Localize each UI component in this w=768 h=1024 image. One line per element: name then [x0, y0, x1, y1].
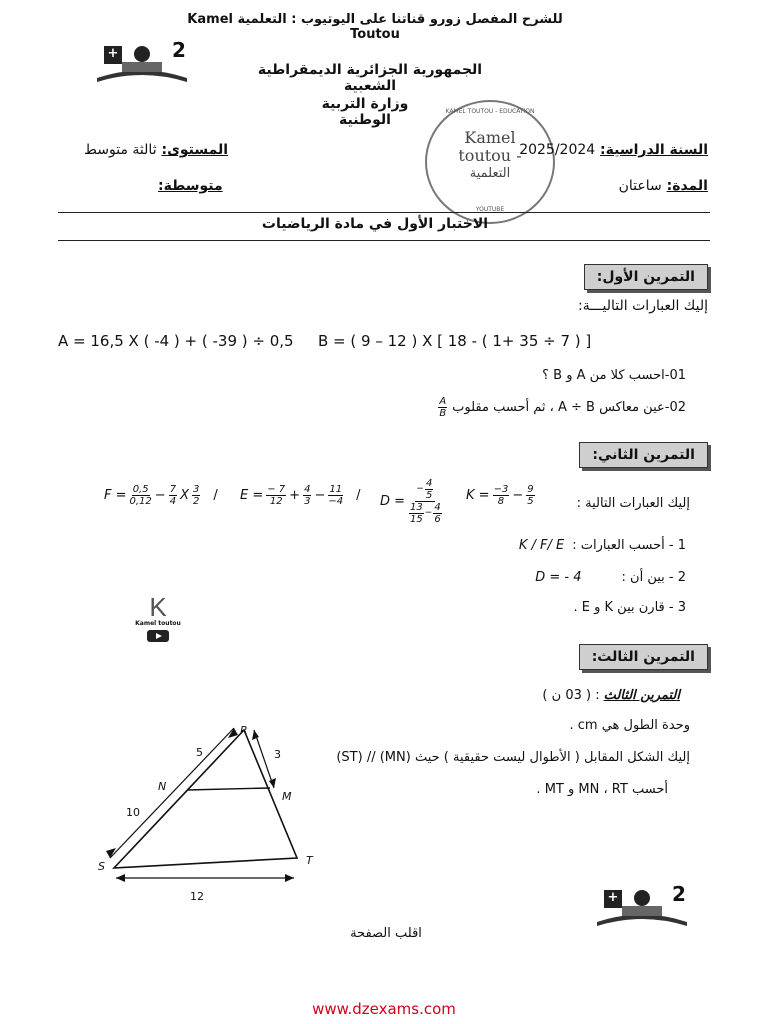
- logo-sign: +: [107, 46, 119, 61]
- exercise-3-header: [542, 688, 680, 703]
- k-den-1: 8: [497, 496, 505, 507]
- exercise-2-q3: 3 - قارن بين K و E .: [573, 600, 686, 615]
- exercise-2-q1: [519, 538, 686, 553]
- d-num-top: 4: [425, 478, 433, 489]
- exercise-2-title: التمرين الثاني:: [579, 442, 708, 468]
- exercise-3-points: : ( 03 ن ): [542, 688, 600, 703]
- d-den-top: 5: [425, 490, 433, 501]
- expression-b: B = ( 9 – 12 ) X [ 18 - ( 1+ 35 ÷ 7 ) ]: [318, 332, 592, 350]
- level-value: ثالثة متوسط: [84, 142, 157, 158]
- expression-k: K = $\frac{-3}{8}$ − $\frac{9}{5}$: [466, 484, 534, 507]
- school-logo: [92, 38, 192, 88]
- exercise-2-q2: [535, 570, 686, 585]
- label-n: N: [158, 780, 167, 793]
- d-num-bottom-2: 4: [434, 502, 441, 513]
- school-logo-bottom: [592, 882, 692, 932]
- duration-field: [619, 178, 708, 194]
- exercise-1-q2: [437, 396, 686, 419]
- footer-url[interactable]: www.dzexams.com: [312, 1000, 456, 1018]
- logo-sign-bottom: +: [607, 890, 619, 905]
- e-den-3: −4: [328, 496, 344, 507]
- turn-page-note: اقلب الصفحة: [350, 926, 422, 941]
- exercise-2-q1-math: K / F/ E: [518, 538, 565, 553]
- k-num-1: −3: [493, 484, 509, 495]
- channel-logo: [128, 594, 188, 646]
- f-den-2: 4: [169, 496, 177, 507]
- exercise-3-subtitle: التمرين الثالث: [603, 688, 680, 703]
- channel-stamp: [425, 100, 555, 224]
- duration-value: ساعتان: [618, 178, 662, 194]
- label-t: T: [306, 854, 313, 867]
- header-divider-bottom: [58, 240, 710, 241]
- k-den-2: 5: [527, 496, 534, 507]
- e-den-1: 12: [269, 496, 283, 507]
- exercise-1-title: التمرين الأول:: [584, 264, 708, 290]
- fraction-numerator: A: [439, 396, 447, 407]
- length-ns: 10: [126, 806, 140, 819]
- k-num-2: 9: [527, 484, 534, 495]
- ministry-title: وزارة التربية الوطنية: [321, 96, 409, 128]
- exercise-2-intro: إليك العبارات التالية :: [576, 496, 690, 511]
- exercise-2-q2-math: D = - 4: [535, 570, 582, 585]
- level-field: [84, 142, 228, 158]
- channel-name: Kamel toutou: [135, 620, 181, 627]
- level-label: المستوى:: [161, 142, 229, 158]
- stamp-line1: Kamel: [464, 128, 516, 147]
- duration-label: المدة:: [666, 178, 708, 194]
- expression-a: A = 16,5 X ( -4 ) + ( -39 ) ÷ 0,5: [58, 332, 294, 350]
- length-rn: 5: [196, 746, 203, 759]
- expression-d: D = − $\frac{4}{5}$ $\frac{13}{15}$ − $\frac{4}{6}$: [380, 478, 441, 525]
- d-den-bottom-2: 6: [434, 514, 441, 525]
- exercise-3-title: التمرين الثالث:: [579, 644, 708, 670]
- exercise-1-q2-text: 02-عين معاكس A ÷ B ، ثم أحسب مقلوب: [452, 400, 686, 415]
- exercise-3-ask: أحسب MN ، RT و MT .: [536, 782, 668, 797]
- a-over-b-fraction: [438, 396, 447, 419]
- e-num-2: 4: [304, 484, 311, 495]
- length-rm: 3: [274, 748, 281, 761]
- logo-digit: 2: [172, 38, 186, 62]
- exercise-1-intro: إليك العبارات التاليـــة:: [578, 298, 708, 314]
- logo-digit-bottom: 2: [672, 882, 686, 906]
- label-m: M: [282, 790, 292, 803]
- year-label: السنة الدراسية:: [600, 142, 708, 158]
- k-lhs: K =: [466, 488, 490, 503]
- exam-title: الاختبار الأول في مادة الرياضيات: [261, 216, 489, 232]
- e-lhs: E =: [240, 488, 264, 503]
- d-lhs: D =: [380, 494, 406, 509]
- exercise-2-q2-text: 2 - بين أن :: [621, 570, 686, 585]
- exercise-1-q1: 01-احسب كلا من A و B ؟: [542, 368, 686, 383]
- f-num-2: 7: [169, 484, 177, 495]
- f-den-1: 0,12: [129, 496, 152, 507]
- header-divider-top: [58, 212, 710, 213]
- d-num-bottom-1: 13: [410, 502, 423, 513]
- school-label: متوسطة:: [158, 178, 223, 194]
- length-st: 12: [190, 890, 204, 903]
- year-value: 2025/2024: [519, 142, 596, 158]
- year-field: [519, 142, 708, 158]
- label-s: S: [98, 860, 105, 873]
- d-den-bottom-1: 15: [410, 514, 423, 525]
- f-den-3: 2: [192, 496, 200, 507]
- e-den-2: 3: [304, 496, 311, 507]
- republic-title: الجمهورية الجزائرية الديمقراطية الشعبية: [257, 62, 483, 94]
- expression-f: F = $\frac{0,5}{0,12}$ − $\frac{7}{4}$ X $\frac{3}{2}$ /: [104, 484, 218, 507]
- channel-letter: K: [149, 592, 167, 622]
- expression-e: E = $\frac{- 7}{12}$ + $\frac{4}{3}$ − $\frac{11}{-4}$ /: [240, 484, 361, 507]
- fraction-denominator: B: [439, 408, 447, 419]
- stamp-bottom-text: YOUTUBE: [475, 206, 505, 213]
- exercise-3-unit: وحدة الطول هي cm .: [569, 718, 690, 733]
- exercise-3-statement: إليك الشكل المقابل ( الأطوال ليست حقيقية ) حيث (MN) // (ST): [336, 750, 690, 765]
- exercise-2-q1-text: 1 - أحسب العبارات :: [572, 538, 686, 553]
- stamp-ring-text: KAMEL TOUTOU - EDUCATION: [445, 108, 535, 115]
- e-num-3: 11: [329, 484, 343, 495]
- stamp-line3: التعلمية: [469, 166, 511, 181]
- f-num-1: 0,5: [132, 484, 149, 495]
- f-lhs: F =: [104, 488, 127, 503]
- stamp-line2: toutou -: [458, 146, 522, 165]
- label-r: R: [240, 724, 248, 737]
- f-num-3: 3: [192, 484, 200, 495]
- e-num-1: − 7: [267, 484, 286, 495]
- play-icon: [147, 630, 169, 642]
- header-top-line: للشرح المفصل زورو قناتنا على اليوتيوب : التعلمية Kamel Toutou: [187, 12, 563, 42]
